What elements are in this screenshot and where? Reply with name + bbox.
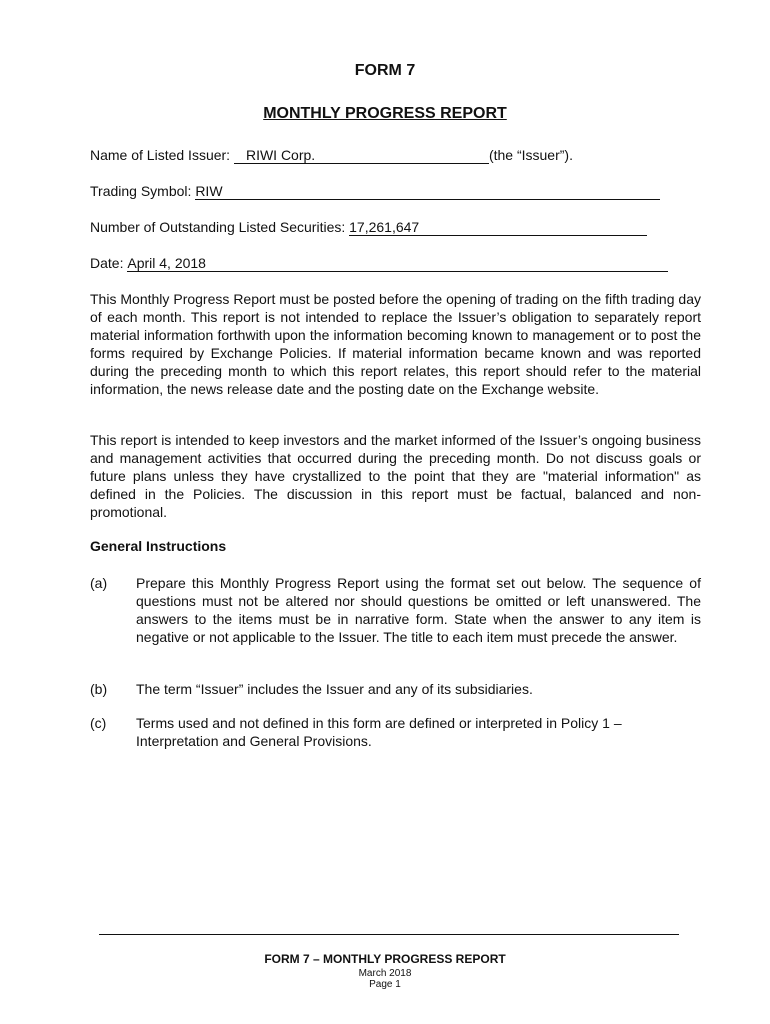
issuer-value: RIWI Corp. [245, 147, 316, 163]
instruction-item [90, 574, 701, 664]
symbol-label: Trading Symbol: [90, 183, 192, 199]
instruction-label: (b) [90, 681, 108, 697]
securities-value: 17,261,647 [349, 219, 420, 235]
issuer-value-line [234, 148, 489, 164]
footer-divider [99, 934, 679, 935]
issuer-label: Name of Listed Issuer: [90, 147, 231, 163]
report-title: MONTHLY PROGRESS REPORT [263, 105, 507, 122]
footer-page-number: Page 1 [369, 979, 401, 990]
form-title: FORM 7 [354, 62, 416, 79]
securities-label: Number of Outstanding Listed Securities: [90, 219, 346, 235]
symbol-value-line [195, 184, 660, 200]
outstanding-securities-field [90, 219, 647, 236]
date-value: April 4, 2018 [127, 255, 206, 271]
date-field [90, 255, 668, 272]
issuer-name-field [90, 147, 573, 164]
footer-title: FORM 7 – MONTHLY PROGRESS REPORT [264, 952, 506, 966]
instructions-heading: General Instructions [90, 538, 227, 554]
securities-value-line [349, 220, 647, 236]
instruction-item [90, 714, 701, 754]
date-value-line [127, 256, 668, 272]
date-label: Date: [90, 255, 124, 271]
intro-paragraph: This Monthly Progress Report must be posted before the opening of trading on the fifth trading day of each month. This report is not intended to replace the Issuer’s obligation to separately report material information forthwith upon the information becoming known to management or to post the forms required by Exchange Policies. If material information became known and was reported during the preceding month to which this report relates, this report should refer to the material information, the news release date and the posting date on the Exchange website. [90, 291, 701, 397]
instruction-item [90, 680, 701, 700]
instruction-text: Terms used and not defined in this form are defined or interpreted in Policy 1 – Interpretation and General Provisions. [136, 715, 622, 749]
footer-date: March 2018 [358, 968, 412, 979]
purpose-paragraph: This report is intended to keep investors and the market informed of the Issuer’s ongoing business and management activities that occurred during the preceding month. Do not discuss goals or future plans unless they have crystallized to the point that they are "material information" as defined in the Policies. The discussion in this report must be factual, balanced and non-promotional. [90, 432, 701, 520]
symbol-value: RIW [195, 183, 223, 199]
issuer-suffix: (the “Issuer”). [488, 147, 573, 163]
instruction-label: (c) [90, 715, 107, 731]
instruction-label: (a) [90, 575, 108, 591]
trading-symbol-field [90, 183, 660, 200]
instruction-text: The term “Issuer” includes the Issuer and any of its subsidiaries. [136, 681, 533, 697]
instruction-text: Prepare this Monthly Progress Report using the format set out below. The sequence of questions must not be altered nor should questions be omitted or left unanswered. The answers to the items must be in narrative form. State when the answer to any item is negative or not applicable to the Issuer. The title to each item must precede the answer. [136, 575, 701, 645]
